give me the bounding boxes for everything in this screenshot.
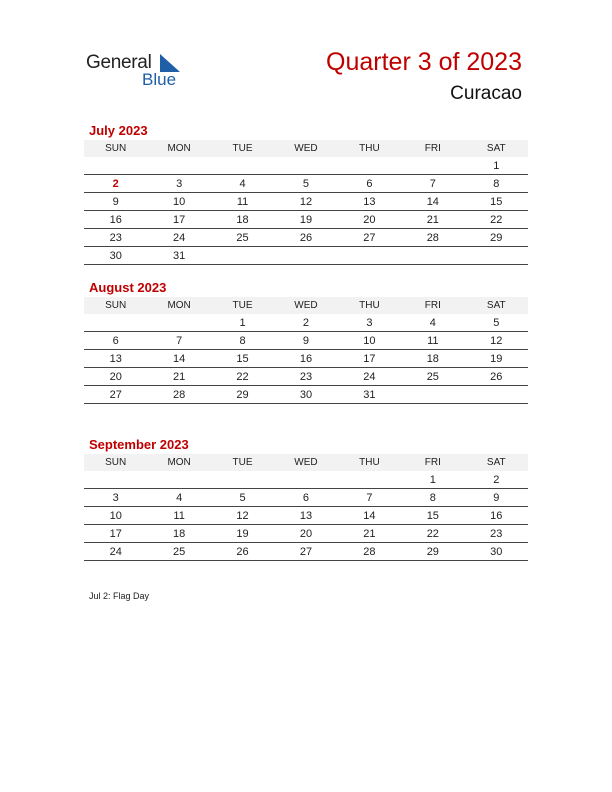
day-cell: 12 [274, 193, 337, 211]
day-cell: 20 [84, 368, 147, 386]
day-cell: 1 [211, 314, 274, 332]
day-cell: 11 [147, 507, 210, 525]
day-cell: 28 [338, 543, 401, 561]
week-row [84, 368, 528, 386]
day-cell: 24 [147, 229, 210, 247]
day-cell: 15 [401, 507, 464, 525]
day-cell: 16 [84, 211, 147, 229]
day-cell: 13 [274, 507, 337, 525]
day-cell: 20 [274, 525, 337, 543]
week-row [84, 386, 528, 404]
day-cell: 1 [465, 157, 528, 175]
week-row [84, 247, 528, 265]
day-cell: 11 [211, 193, 274, 211]
day-cell: 5 [274, 175, 337, 193]
day-cell: 14 [147, 350, 210, 368]
day-cell: 16 [274, 350, 337, 368]
day-cell [211, 471, 274, 489]
day-cell: 7 [338, 489, 401, 507]
day-cell: 19 [211, 525, 274, 543]
month-title: September 2023 [89, 437, 189, 452]
day-cell: 27 [338, 229, 401, 247]
day-cell: 4 [211, 175, 274, 193]
weekday-label: TUE [211, 140, 274, 157]
day-cell [401, 247, 464, 265]
day-cell: 26 [274, 229, 337, 247]
week-row [84, 314, 528, 332]
month-title: August 2023 [89, 280, 167, 295]
day-cell: 15 [211, 350, 274, 368]
weekday-label: SUN [84, 454, 147, 471]
day-cell: 19 [465, 350, 528, 368]
day-cell: 6 [338, 175, 401, 193]
day-cell: 27 [84, 386, 147, 404]
weekday-label: MON [147, 297, 210, 314]
day-cell: 18 [147, 525, 210, 543]
month-september [84, 436, 528, 561]
day-cell: 8 [465, 175, 528, 193]
day-cell: 2 [465, 471, 528, 489]
holiday-notes: Jul 2: Flag Day [89, 591, 150, 601]
weekday-label: SAT [465, 454, 528, 471]
day-cell: 14 [401, 193, 464, 211]
day-cell: 17 [147, 211, 210, 229]
day-cell: 10 [147, 193, 210, 211]
day-cell [84, 471, 147, 489]
day-cell [465, 247, 528, 265]
week-row [84, 350, 528, 368]
day-cell: 24 [84, 543, 147, 561]
logo [86, 52, 196, 92]
weekday-header-row [84, 454, 528, 471]
day-cell: 25 [211, 229, 274, 247]
weekday-label: THU [338, 454, 401, 471]
day-cell: 3 [338, 314, 401, 332]
logo-blue-text: Blue [142, 70, 177, 89]
weekday-label: TUE [211, 297, 274, 314]
weekday-label: MON [147, 454, 210, 471]
day-cell: 24 [338, 368, 401, 386]
day-cell: 13 [338, 193, 401, 211]
day-cell: 10 [84, 507, 147, 525]
day-cell: 17 [84, 525, 147, 543]
day-cell [465, 386, 528, 404]
day-cell: 11 [401, 332, 464, 350]
day-cell: 31 [147, 247, 210, 265]
day-cell [84, 157, 147, 175]
day-cell [211, 157, 274, 175]
day-cell: 25 [147, 543, 210, 561]
day-cell: 29 [401, 543, 464, 561]
day-cell [338, 157, 401, 175]
calendar-grid [84, 140, 528, 265]
day-cell: 5 [465, 314, 528, 332]
day-cell: 18 [401, 350, 464, 368]
day-cell: 28 [147, 386, 210, 404]
day-cell: 20 [338, 211, 401, 229]
month-title: July 2023 [89, 123, 148, 138]
week-row [84, 175, 528, 193]
day-cell: 3 [147, 175, 210, 193]
day-cell: 22 [211, 368, 274, 386]
weekday-label: WED [274, 454, 337, 471]
day-cell [401, 157, 464, 175]
week-row [84, 193, 528, 211]
day-cell: 30 [274, 386, 337, 404]
calendar-grid [84, 297, 528, 404]
weekday-label: MON [147, 140, 210, 157]
week-row [84, 211, 528, 229]
day-cell [338, 471, 401, 489]
day-cell: 30 [465, 543, 528, 561]
week-row [84, 157, 528, 175]
day-cell: 9 [465, 489, 528, 507]
week-row [84, 229, 528, 247]
day-cell: 25 [401, 368, 464, 386]
month-july [84, 122, 528, 265]
day-cell: 8 [211, 332, 274, 350]
day-cell [147, 314, 210, 332]
logo-general-text: General [86, 52, 152, 73]
day-cell: 7 [147, 332, 210, 350]
day-cell: 9 [274, 332, 337, 350]
day-cell: 10 [338, 332, 401, 350]
weekday-label: THU [338, 140, 401, 157]
country-name: Curacao [450, 83, 522, 104]
day-cell: 21 [401, 211, 464, 229]
day-cell: 12 [211, 507, 274, 525]
day-cell [274, 471, 337, 489]
weekday-label: SUN [84, 297, 147, 314]
day-cell: 19 [274, 211, 337, 229]
day-cell: 29 [211, 386, 274, 404]
day-cell: 16 [465, 507, 528, 525]
day-cell: 14 [338, 507, 401, 525]
weekday-label: WED [274, 140, 337, 157]
day-cell: 8 [401, 489, 464, 507]
weekday-label: FRI [401, 297, 464, 314]
day-cell: 4 [147, 489, 210, 507]
weekday-label: WED [274, 297, 337, 314]
day-cell: 3 [84, 489, 147, 507]
week-row [84, 471, 528, 489]
day-cell: 21 [338, 525, 401, 543]
week-row [84, 332, 528, 350]
day-cell [147, 471, 210, 489]
day-cell: 30 [84, 247, 147, 265]
day-cell: 17 [338, 350, 401, 368]
day-cell [401, 386, 464, 404]
day-cell: 28 [401, 229, 464, 247]
month-august [84, 279, 528, 404]
day-cell: 21 [147, 368, 210, 386]
day-cell: 18 [211, 211, 274, 229]
weekday-label: THU [338, 297, 401, 314]
weekday-label: FRI [401, 454, 464, 471]
day-cell: 7 [401, 175, 464, 193]
day-cell: 5 [211, 489, 274, 507]
weekday-label: FRI [401, 140, 464, 157]
week-row [84, 507, 528, 525]
day-cell: 12 [465, 332, 528, 350]
day-cell: 26 [211, 543, 274, 561]
day-cell: 4 [401, 314, 464, 332]
day-cell: 26 [465, 368, 528, 386]
calendar-grid [84, 454, 528, 561]
day-cell: 27 [274, 543, 337, 561]
day-cell: 6 [274, 489, 337, 507]
day-cell: 13 [84, 350, 147, 368]
day-cell [274, 247, 337, 265]
weekday-header-row [84, 297, 528, 314]
day-cell: 22 [465, 211, 528, 229]
weekday-label: SAT [465, 297, 528, 314]
day-cell: 31 [338, 386, 401, 404]
day-cell [84, 314, 147, 332]
day-cell: 23 [465, 525, 528, 543]
weekday-header-row [84, 140, 528, 157]
day-cell: 2 [274, 314, 337, 332]
weekday-label: SAT [465, 140, 528, 157]
day-cell [211, 247, 274, 265]
week-row [84, 525, 528, 543]
week-row [84, 543, 528, 561]
day-cell [338, 247, 401, 265]
week-row [84, 489, 528, 507]
day-cell: 1 [401, 471, 464, 489]
day-cell: 29 [465, 229, 528, 247]
weekday-label: SUN [84, 140, 147, 157]
day-cell: 15 [465, 193, 528, 211]
day-cell: 23 [84, 229, 147, 247]
day-cell: 2 [84, 175, 147, 193]
day-cell [147, 157, 210, 175]
weekday-label: TUE [211, 454, 274, 471]
day-cell: 23 [274, 368, 337, 386]
page-title: Quarter 3 of 2023 [326, 48, 522, 76]
day-cell [274, 157, 337, 175]
day-cell: 6 [84, 332, 147, 350]
day-cell: 22 [401, 525, 464, 543]
day-cell: 9 [84, 193, 147, 211]
